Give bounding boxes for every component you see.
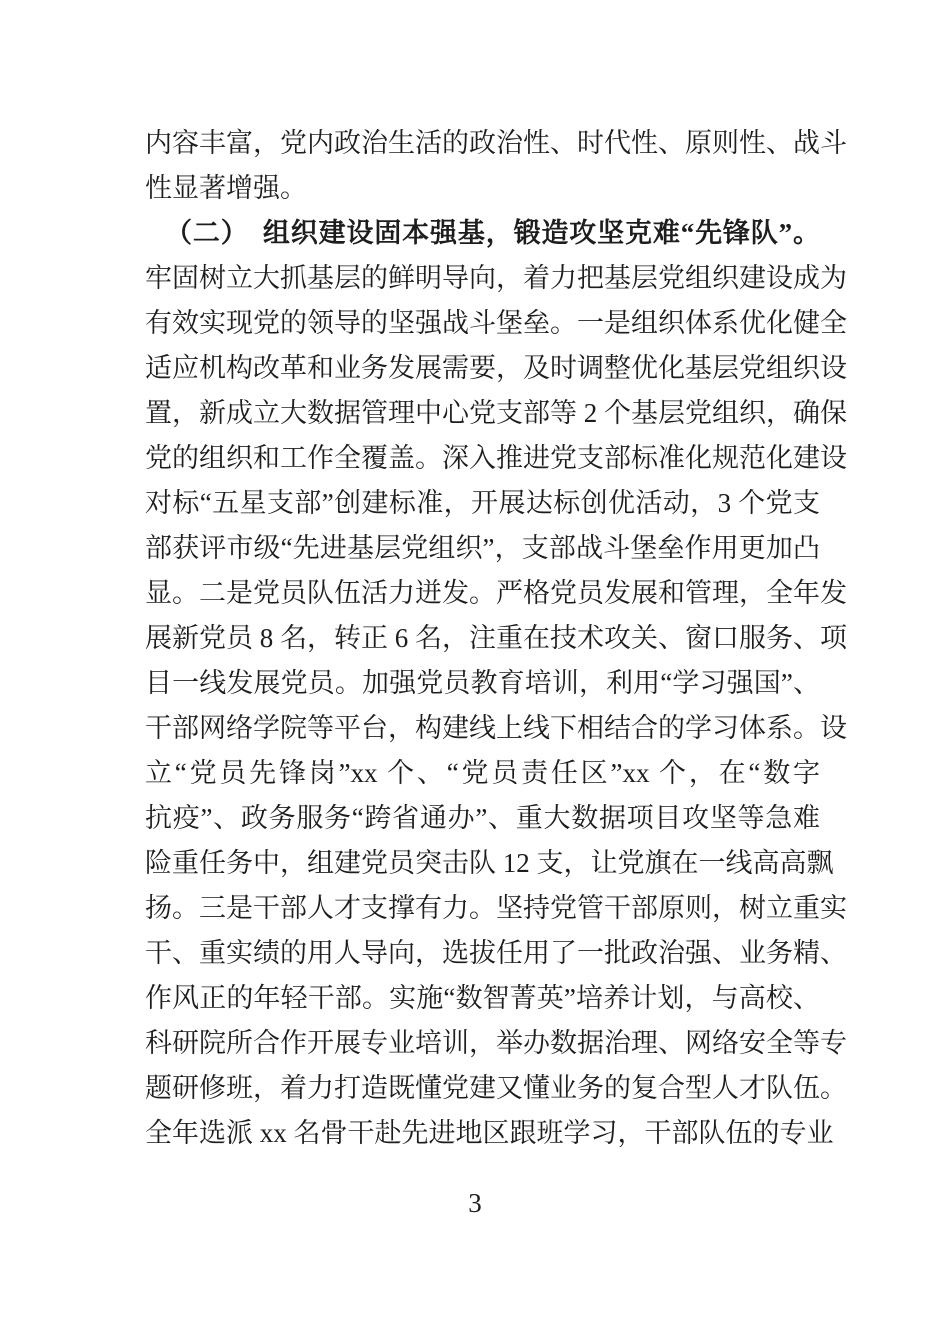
document-body xyxy=(145,121,847,1156)
text-line: 抗疫”、政务服务“跨省通办”、重大数据项目攻坚等急难 xyxy=(145,803,820,833)
text-line: 干、重实绩的用人导向，选拔任用了一批政治强、业务精、 xyxy=(145,938,847,968)
text-line: 展新党员 8 名，转正 6 名，注重在技术攻关、窗口服务、项 xyxy=(145,623,847,653)
text-line: 作风正的年轻干部。实施“数智菁英”培养计划，与高校、 xyxy=(145,983,820,1013)
text-line-paragraph-end: 性显著增强。 xyxy=(145,173,307,203)
text-line: 适应机构改革和业务发展需要，及时调整优化基层党组织设 xyxy=(145,353,847,383)
text-line: 目一线发展党员。加强党员教育培训，利用“学习强国”、 xyxy=(145,668,820,698)
text-line: 扬。三是干部人才支撑有力。坚持党管干部原则，树立重实 xyxy=(145,893,847,923)
text-line: 题研修班，着力打造既懂党建又懂业务的复合型人才队伍。 xyxy=(145,1073,847,1103)
text-line: 干部网络学院等平台，构建线上线下相结合的学习体系。设 xyxy=(145,713,847,743)
text-line: 对标“五星支部”创建标准，开展达标创优活动，3 个党支 xyxy=(145,488,820,518)
text-line: 牢固树立大抓基层的鲜明导向，着力把基层党组织建设成为 xyxy=(145,263,847,293)
text-line: 全年选派 xx 名骨干赴先进地区跟班学习，干部队伍的专业 xyxy=(145,1118,834,1148)
text-line: 显。二是党员队伍活力迸发。严格党员发展和管理，全年发 xyxy=(145,578,847,608)
text-line: 立“党员先锋岗”xx 个、“党员责任区”xx 个，在“数字 xyxy=(145,758,820,788)
text-line: 党的组织和工作全覆盖。深入推进党支部标准化规范化建设 xyxy=(145,443,847,473)
text-line: 险重任务中，组建党员突击队 12 支，让党旗在一线高高飘 xyxy=(145,848,834,878)
section-heading: （二） 组织建设固本强基，锻造攻坚克难“先锋队”。 xyxy=(165,218,820,248)
page-number: 3 xyxy=(468,1188,482,1218)
text-line: 有效实现党的领导的坚强战斗堡垒。一是组织体系优化健全 xyxy=(145,308,847,338)
text-line: 置，新成立大数据管理中心党支部等 2 个基层党组织，确保 xyxy=(145,398,847,428)
text-line: 内容丰富，党内政治生活的政治性、时代性、原则性、战斗 xyxy=(145,128,847,158)
text-line: 科研院所合作开展专业培训，举办数据治理、网络安全等专 xyxy=(145,1028,847,1058)
text-line: 部获评市级“先进基层党组织”，支部战斗堡垒作用更加凸 xyxy=(145,533,820,563)
